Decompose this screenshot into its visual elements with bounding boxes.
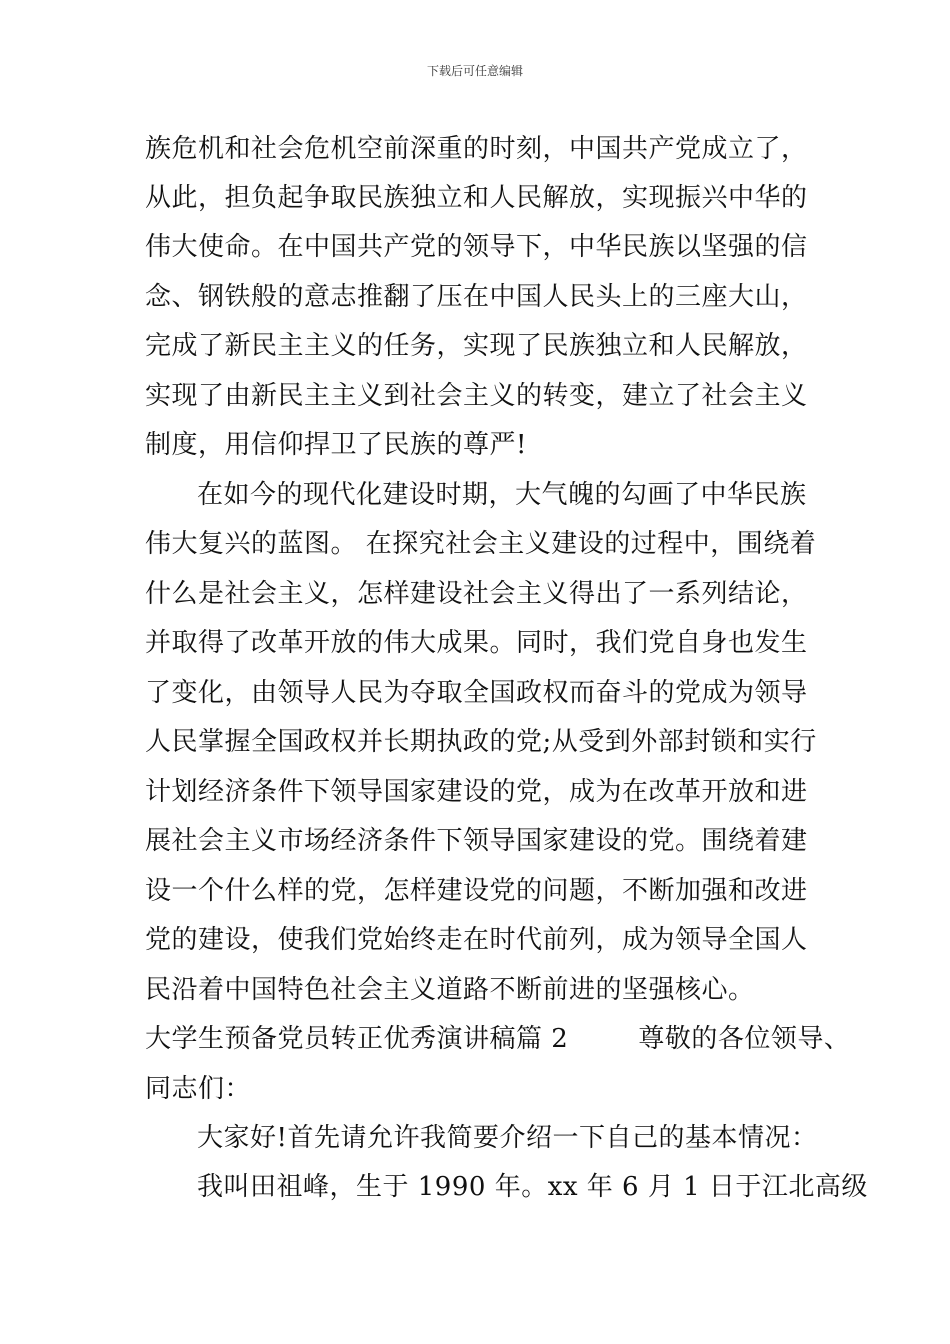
text-line: 伟大复兴的蓝图。 在探究社会主义建设的过程中，围绕着 <box>145 529 817 559</box>
text-line: 伟大使命。在中国共产党的领导下，中华民族以坚强的信 <box>145 232 808 262</box>
section-title-line: 大学生预备党员转正优秀演讲稿篇 2 尊敬的各位领导、 <box>145 1024 851 1054</box>
text-line: 族危机和社会危机空前深重的时刻，中国共产党成立了， <box>145 134 808 164</box>
text-line: 民沿着中国特色社会主义道路不断前进的坚强核心。 <box>145 975 755 1005</box>
text-line: 从此，担负起争取民族独立和人民解放，实现振兴中华的 <box>145 183 808 213</box>
text-line: 设一个什么样的党，怎样建设党的问题，不断加强和改进 <box>145 876 808 906</box>
paragraph-start-line: 我叫田祖峰，生于 1990 年。xx 年 6 月 1 日于江北高级 <box>197 1172 868 1202</box>
paragraph-start-line: 大家好!首先请允许我简要介绍一下自己的基本情况： <box>197 1123 818 1153</box>
text-line: 实现了由新民主主义到社会主义的转变，建立了社会主义 <box>145 381 808 411</box>
page-header: 下载后可任意编辑 <box>426 64 523 78</box>
text-line: 念、钢铁般的意志推翻了压在中国人民头上的三座大山， <box>145 282 808 312</box>
text-line: 党的建设，使我们党始终走在时代前列，成为领导全国人 <box>145 925 808 955</box>
text-line: 人民掌握全国政权并长期执政的党;从受到外部封锁和实行 <box>145 727 817 757</box>
text-line: 什么是社会主义，怎样建设社会主义得出了一系列结论， <box>145 579 808 609</box>
paragraph-start-line: 在如今的现代化建设时期，大气魄的勾画了中华民族 <box>197 480 807 510</box>
text-line: 展社会主义市场经济条件下领导国家建设的党。围绕着建 <box>145 826 808 856</box>
text-line: 同志们： <box>145 1074 252 1104</box>
text-line: 计划经济条件下领导国家建设的党，成为在改革开放和进 <box>145 777 808 807</box>
text-line: 完成了新民主主义的任务，实现了民族独立和人民解放， <box>145 331 808 361</box>
text-line: 了变化，由领导人民为夺取全国政权而奋斗的党成为领导 <box>145 678 808 708</box>
text-line: 制度，用信仰捍卫了民族的尊严! <box>145 430 527 460</box>
text-line: 并取得了改革开放的伟大成果。同时，我们党自身也发生 <box>145 628 808 658</box>
